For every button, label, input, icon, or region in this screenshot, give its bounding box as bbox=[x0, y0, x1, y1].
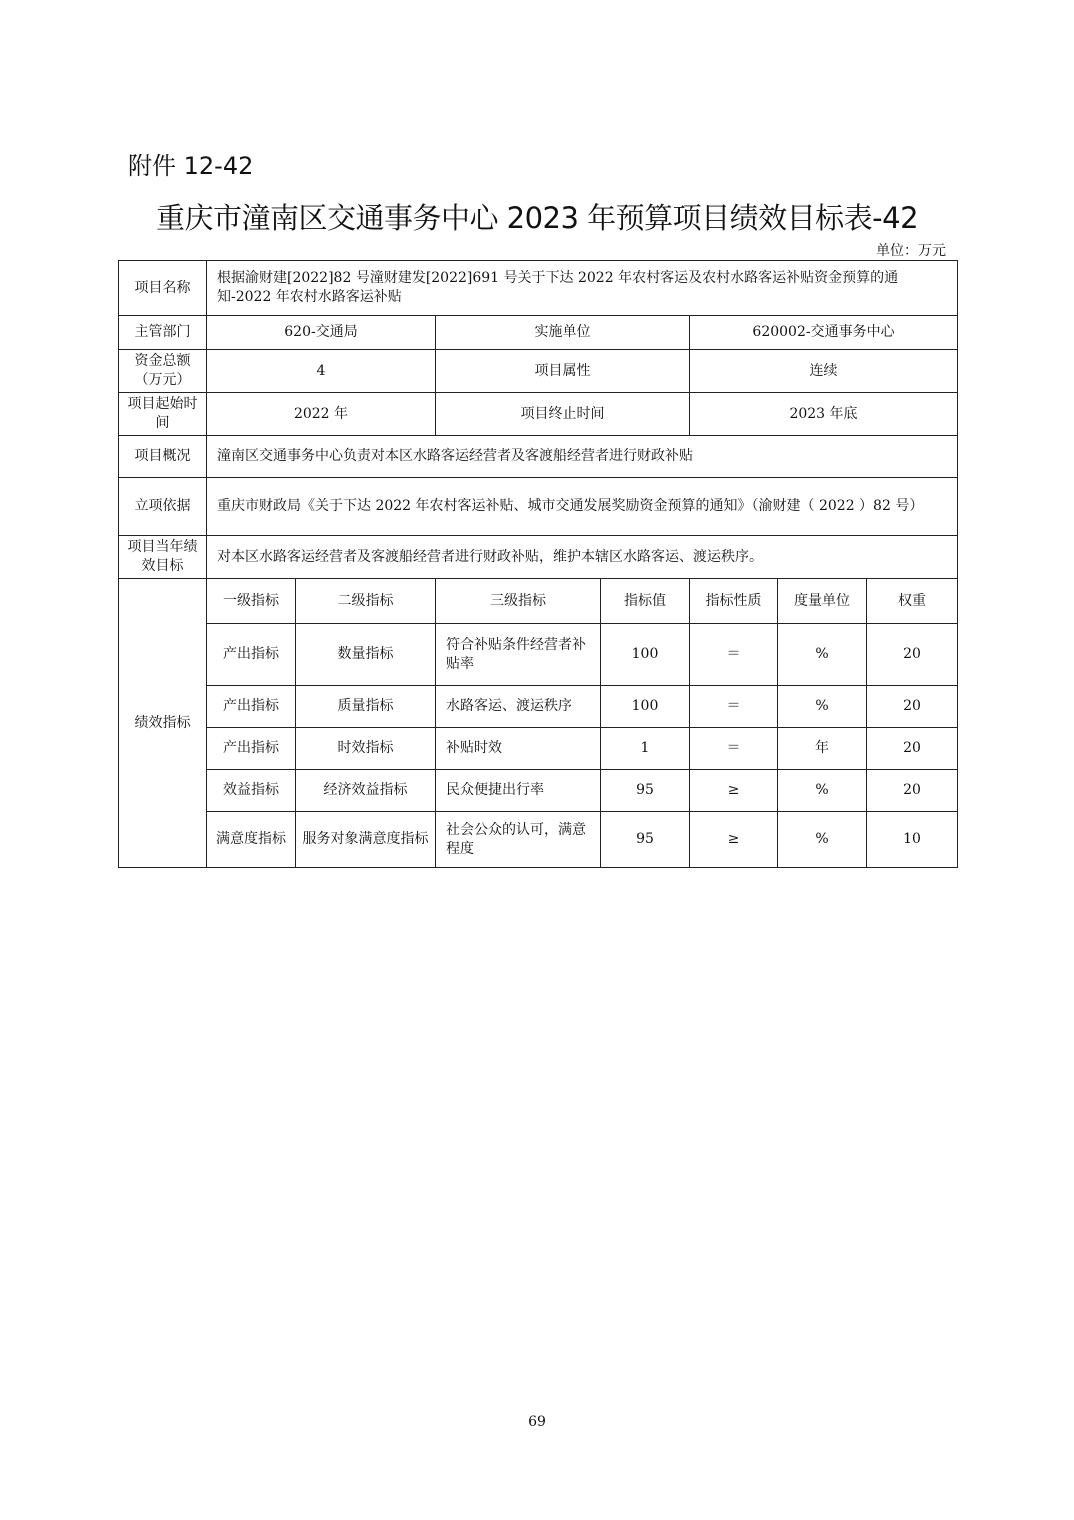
perf-cell: % bbox=[778, 686, 867, 728]
perf-cell: 时效指标 bbox=[296, 728, 436, 770]
perf-cell: ＝ bbox=[690, 624, 778, 686]
perf-cell: 服务对象满意度指标 bbox=[296, 812, 436, 868]
perf-header-cell: 指标性质 bbox=[690, 579, 778, 624]
perf-cell: 产出指标 bbox=[207, 728, 296, 770]
perf-cell: 10 bbox=[867, 812, 958, 868]
perf-cell: % bbox=[778, 770, 867, 812]
perf-row bbox=[119, 728, 958, 770]
basis-value: 重庆市财政局《关于下达 2022 年农村客运补贴、城市交通发展奖励资金预算的通知》（渝财建（ 2022 ）82 号） bbox=[207, 478, 958, 536]
perf-cell: 经济效益指标 bbox=[296, 770, 436, 812]
unit-label: 单位：万元 bbox=[876, 243, 946, 259]
basis-row bbox=[119, 478, 958, 536]
dept-label: 主管部门 bbox=[119, 316, 207, 350]
time-row bbox=[119, 393, 958, 436]
start-value: 2022 年 bbox=[207, 393, 436, 436]
perf-header-cell: 指标值 bbox=[601, 579, 690, 624]
project-name-value: 根据渝财建[2022]82 号潼财建发[2022]691 号关于下达 2022 年农村客运及农村水路客运补贴资金预算的通知-2022 年农村水路客运补贴 bbox=[207, 261, 958, 316]
overview-label: 项目概况 bbox=[119, 436, 207, 478]
page-number: 69 bbox=[528, 1414, 546, 1430]
perf-cell: 年 bbox=[778, 728, 867, 770]
perf-header-cell: 二级指标 bbox=[296, 579, 436, 624]
funds-row bbox=[119, 350, 958, 393]
perf-header-cell: 一级指标 bbox=[207, 579, 296, 624]
perf-cell: 100 bbox=[601, 624, 690, 686]
perf-cell: 质量指标 bbox=[296, 686, 436, 728]
goal-value: 对本区水路客运经营者及客渡船经营者进行财政补贴，维护本辖区水路客运、渡运秩序。 bbox=[207, 536, 958, 579]
perf-row bbox=[119, 812, 958, 868]
perf-cell: 100 bbox=[601, 686, 690, 728]
perf-cell: ≥ bbox=[690, 770, 778, 812]
perf-row bbox=[119, 686, 958, 728]
perf-header-cell: 权重 bbox=[867, 579, 958, 624]
perf-header-cell: 度量单位 bbox=[778, 579, 867, 624]
impl-value: 620002-交通事务中心 bbox=[690, 316, 958, 350]
perf-cell: ＝ bbox=[690, 686, 778, 728]
perf-cell: 满意度指标 bbox=[207, 812, 296, 868]
page-title: 重庆市潼南区交通事务中心 2023 年预算项目绩效目标表-42 bbox=[155, 201, 919, 235]
perf-cell: 社会公众的认可，满意程度 bbox=[436, 812, 601, 868]
perf-cell: 95 bbox=[601, 812, 690, 868]
attr-label: 项目属性 bbox=[436, 350, 690, 393]
perf-cell: ≥ bbox=[690, 812, 778, 868]
funds-value: 4 bbox=[207, 350, 436, 393]
perf-cell: 95 bbox=[601, 770, 690, 812]
department-row bbox=[119, 316, 958, 350]
perf-cell: 补贴时效 bbox=[436, 728, 601, 770]
perf-header-row bbox=[119, 579, 958, 624]
goal-label: 项目当年绩效目标 bbox=[119, 536, 207, 579]
performance-table bbox=[118, 260, 958, 868]
start-label: 项目起始时间 bbox=[119, 393, 207, 436]
attachment-label: 附件 12-42 bbox=[128, 152, 254, 180]
end-label: 项目终止时间 bbox=[436, 393, 690, 436]
perf-row bbox=[119, 624, 958, 686]
perf-cell: 1 bbox=[601, 728, 690, 770]
perf-cell: 20 bbox=[867, 770, 958, 812]
perf-cell: 效益指标 bbox=[207, 770, 296, 812]
perf-cell: 民众便捷出行率 bbox=[436, 770, 601, 812]
perf-cell: 20 bbox=[867, 686, 958, 728]
perf-cell: 20 bbox=[867, 624, 958, 686]
attr-value: 连续 bbox=[690, 350, 958, 393]
perf-cell: 水路客运、渡运秩序 bbox=[436, 686, 601, 728]
impl-label: 实施单位 bbox=[436, 316, 690, 350]
perf-cell: ＝ bbox=[690, 728, 778, 770]
funds-label: 资金总额（万元） bbox=[119, 350, 207, 393]
dept-value: 620-交通局 bbox=[207, 316, 436, 350]
perf-cell: 符合补贴条件经营者补贴率 bbox=[436, 624, 601, 686]
perf-row bbox=[119, 770, 958, 812]
basis-label: 立项依据 bbox=[119, 478, 207, 536]
perf-cell: % bbox=[778, 812, 867, 868]
perf-cell: % bbox=[778, 624, 867, 686]
project-name-label: 项目名称 bbox=[119, 261, 207, 316]
end-value: 2023 年底 bbox=[690, 393, 958, 436]
goal-row bbox=[119, 536, 958, 579]
perf-cell: 数量指标 bbox=[296, 624, 436, 686]
perf-header-cell: 三级指标 bbox=[436, 579, 601, 624]
perf-label: 绩效指标 bbox=[119, 579, 207, 868]
overview-value: 潼南区交通事务中心负责对本区水路客运经营者及客渡船经营者进行财政补贴 bbox=[207, 436, 958, 478]
perf-cell: 产出指标 bbox=[207, 686, 296, 728]
project-name-row bbox=[119, 261, 958, 316]
overview-row bbox=[119, 436, 958, 478]
perf-cell: 产出指标 bbox=[207, 624, 296, 686]
perf-cell: 20 bbox=[867, 728, 958, 770]
